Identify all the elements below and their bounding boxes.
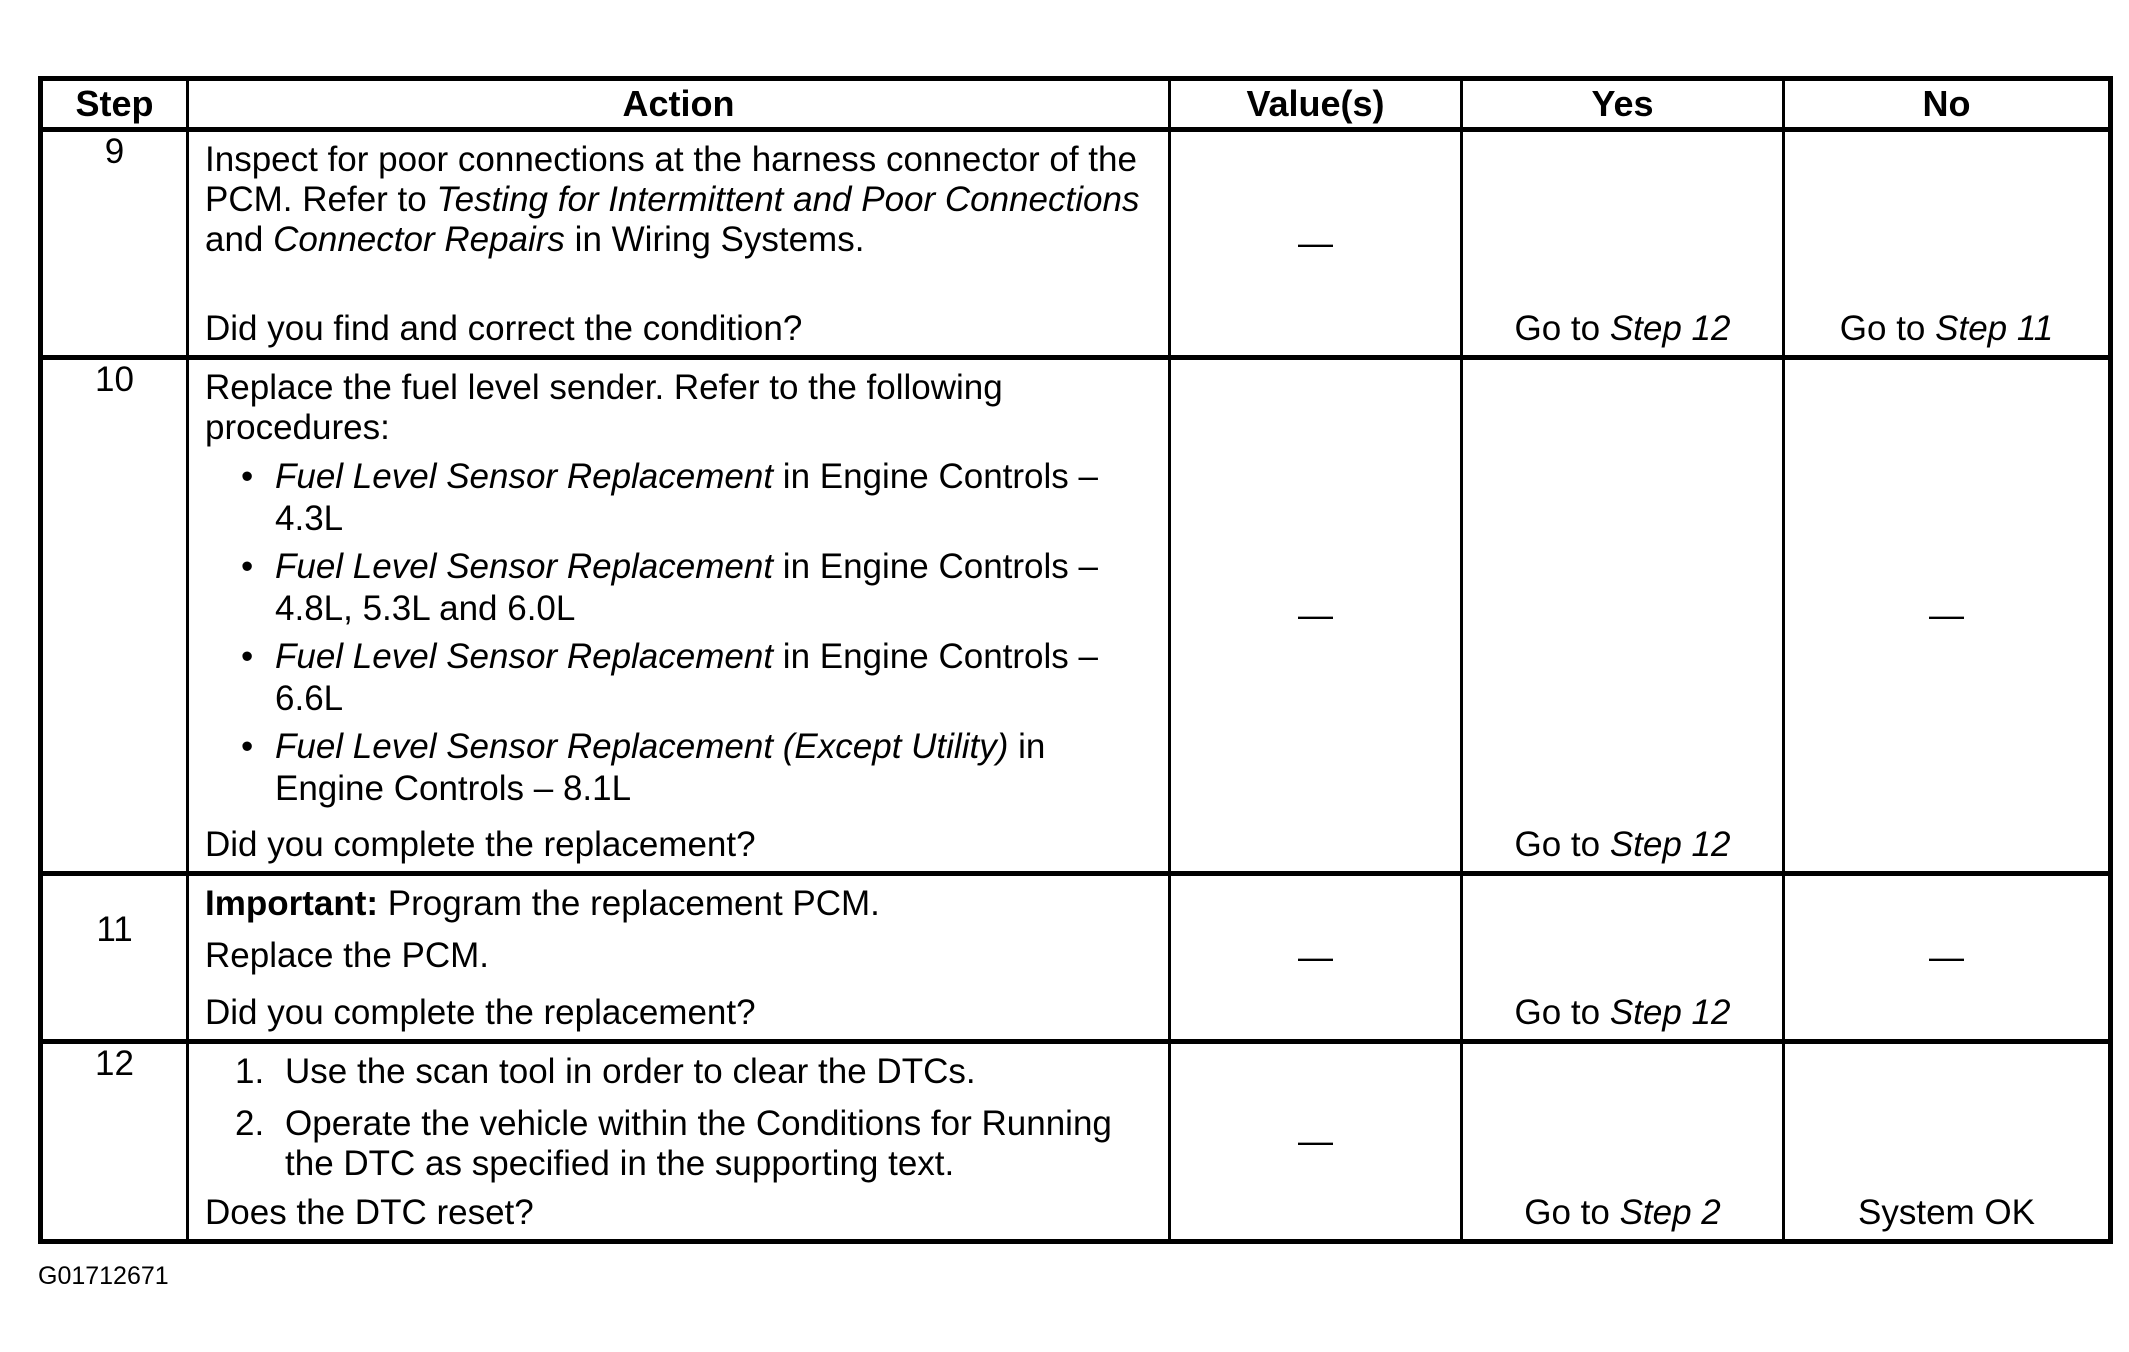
step-number: 10 xyxy=(41,358,188,874)
header-step: Step xyxy=(41,79,188,130)
yes-goto: Go to Step 12 xyxy=(1514,309,1731,348)
yes-cell xyxy=(1462,1042,1784,1242)
header-no: No xyxy=(1784,79,2111,130)
no-dash: — xyxy=(1929,937,1964,977)
yes-goto: Go to Step 12 xyxy=(1514,825,1731,864)
value-dash: — xyxy=(1298,1121,1333,1161)
step-number: 12 xyxy=(41,1042,188,1242)
action-text: Replace the fuel level sender. Refer to the following procedures: xyxy=(205,368,1003,447)
table-row-step-10 xyxy=(41,358,2111,874)
header-values: Value(s) xyxy=(1170,79,1462,130)
list-item: • Fuel Level Sensor Replacement in Engine Controls – 4.8L, 5.3L and 6.0L xyxy=(241,547,1098,628)
step-number: 11 xyxy=(41,874,188,1042)
no-goto: Go to Step 11 xyxy=(1839,309,2054,348)
no-result: System OK xyxy=(1858,1193,2035,1232)
value-dash: — xyxy=(1298,937,1333,977)
action-question: Did you complete the replacement? xyxy=(205,993,756,1032)
value-cell xyxy=(1170,874,1462,1042)
important-note: Important: Program the replacement PCM. xyxy=(205,884,880,923)
value-dash: — xyxy=(1298,595,1333,635)
yes-cell xyxy=(1462,874,1784,1042)
action-question: Did you complete the replacement? xyxy=(205,825,756,864)
bullet-icon: • xyxy=(241,637,254,676)
instruction-list xyxy=(205,1052,1152,1184)
action-question: Did you find and correct the condition? xyxy=(205,309,803,348)
value-dash: — xyxy=(1298,223,1333,263)
bullet-icon: • xyxy=(241,457,254,496)
yes-cell xyxy=(1462,358,1784,874)
header-yes: Yes xyxy=(1462,79,1784,130)
list-item: • Fuel Level Sensor Replacement in Engine Controls – 6.6L xyxy=(241,637,1098,718)
yes-goto: Go to Step 2 xyxy=(1524,1193,1721,1232)
diagnostic-table xyxy=(38,76,2113,1244)
action-text: Replace the PCM. xyxy=(205,936,490,975)
header-row xyxy=(41,79,2111,130)
yes-goto: Go to Step 12 xyxy=(1514,993,1731,1032)
header-action: Action xyxy=(188,79,1170,130)
table-row-step-9 xyxy=(41,130,2111,358)
bullet-icon: • xyxy=(241,727,254,766)
list-item: 1. Use the scan tool in order to clear the DTCs. xyxy=(235,1052,976,1091)
action-cell xyxy=(188,130,1170,358)
action-text: Inspect for poor connections at the harness connector of the PCM. Refer to Testing for Intermittent and Poor Connections and Connector Repairs in Wiring Systems. xyxy=(205,140,1140,259)
action-cell xyxy=(188,1042,1170,1242)
figure-code: G01712671 xyxy=(38,1262,169,1290)
no-dash: — xyxy=(1929,595,1964,635)
value-cell xyxy=(1170,1042,1462,1242)
action-cell xyxy=(188,358,1170,874)
no-cell xyxy=(1784,1042,2111,1242)
value-cell xyxy=(1170,358,1462,874)
no-cell xyxy=(1784,358,2111,874)
list-item: • Fuel Level Sensor Replacement (Except Utility) in Engine Controls – 8.1L xyxy=(241,727,1046,808)
step-number: 9 xyxy=(41,130,188,358)
procedure-list xyxy=(205,456,1152,810)
no-cell xyxy=(1784,130,2111,358)
list-item: • Fuel Level Sensor Replacement in Engine Controls – 4.3L xyxy=(241,457,1098,538)
action-cell xyxy=(188,874,1170,1042)
table-row-step-12 xyxy=(41,1042,2111,1242)
action-question: Does the DTC reset? xyxy=(205,1193,534,1232)
yes-cell xyxy=(1462,130,1784,358)
no-cell xyxy=(1784,874,2111,1042)
value-cell xyxy=(1170,130,1462,358)
list-item: 2. Operate the vehicle within the Conditions for Running the DTC as specified in the supporting text. xyxy=(235,1104,1112,1183)
bullet-icon: • xyxy=(241,547,254,586)
table-row-step-11 xyxy=(41,874,2111,1042)
